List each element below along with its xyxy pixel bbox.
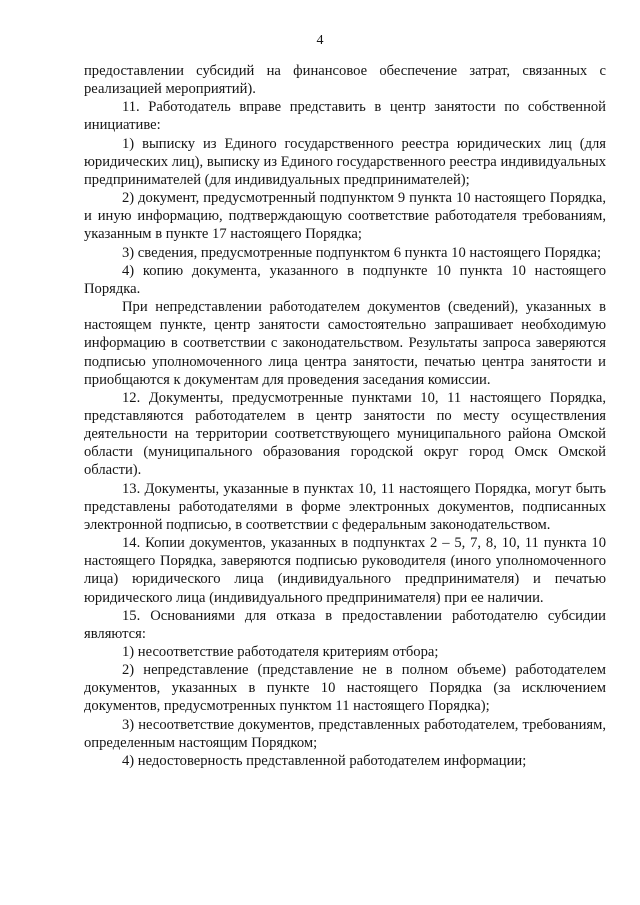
- paragraph-15: 15. Основаниями для отказа в предоставлении работодателю субсидии являются:: [84, 607, 606, 642]
- paragraph-continuation: предоставлении субсидий на финансовое обеспечение затрат, связанных с реализацией мероприятий).: [84, 63, 606, 98]
- paragraph-11-item-1: 1) выписку из Единого государственного реестра юридических лиц (для юридических лиц), выписку из Единого государственного реестра индивидуальных предпринимателей (для индивидуальных предпринимателей);: [84, 135, 606, 188]
- paragraph-11-note: При непредставлении работодателем документов (сведений), указанных в настоящем пункте, центр занятости самостоятельно запрашивает необходимую информацию в соответствии с законодательством. Результаты запроса заверяются подписью уполномоченного лица центра занятости, печатью центра занятости и приобщаются к документам для проведения заседания комиссии.: [84, 299, 606, 388]
- paragraph-15-item-4: 4) недостоверность представленной работодателем информации;: [122, 752, 527, 769]
- paragraph-11: 11. Работодатель вправе представить в центр занятости по собственной инициативе:: [84, 99, 606, 134]
- paragraph-14: 14. Копии документов, указанных в подпунктах 2 – 5, 7, 8, 10, 11 пункта 10 настоящего Порядка, заверяются подписью руководителя (иного уполномоченного лица) юридического лица (индивидуального предпринимателя) и печатью юридического лица (индивидуального предпринимателя) при ее наличии.: [84, 535, 606, 606]
- paragraph-11-item-4: 4) копию документа, указанного в подпункте 10 пункта 10 настоящего Порядка.: [84, 262, 606, 297]
- paragraph-13: 13. Документы, указанные в пунктах 10, 11 настоящего Порядка, могут быть представлены работодателями в форме электронных документов, подписанных электронной подписью, в соответствии с федеральным законодательством.: [84, 480, 606, 533]
- paragraph-15-item-1: 1) несоответствие работодателя критериям отбора;: [122, 644, 439, 660]
- paragraph-15-item-3: 3) несоответствие документов, представленных работодателем, требованиям, определенным настоящим Порядком;: [84, 716, 606, 751]
- paragraph-11-item-3: 3) сведения, предусмотренные подпунктом 6 пункта 10 настоящего Порядка;: [122, 244, 602, 261]
- paragraph-15-item-2: 2) непредставление (представление не в полном объеме) работодателем документов, указанных в пункте 10 настоящего Порядка (за исключением документов, предусмотренных пунктом 11 настоящего Порядка);: [84, 662, 606, 715]
- paragraph-11-item-2: 2) документ, предусмотренный подпунктом 9 пункта 10 настоящего Порядка, и иную информацию, подтверждающую соответствие работодателя требованиям, указанным в пункте 17 настоящего Порядка;: [84, 190, 606, 243]
- page-number: 4: [316, 33, 324, 48]
- document-body: [84, 62, 606, 770]
- paragraph-12: 12. Документы, предусмотренные пунктами 10, 11 настоящего Порядка, представляются работодателем в центр занятости по месту осуществления деятельности на территории соответствующего муниципального района Омской области (муниципального образования городской округ город Омск Омской области).: [84, 389, 606, 479]
